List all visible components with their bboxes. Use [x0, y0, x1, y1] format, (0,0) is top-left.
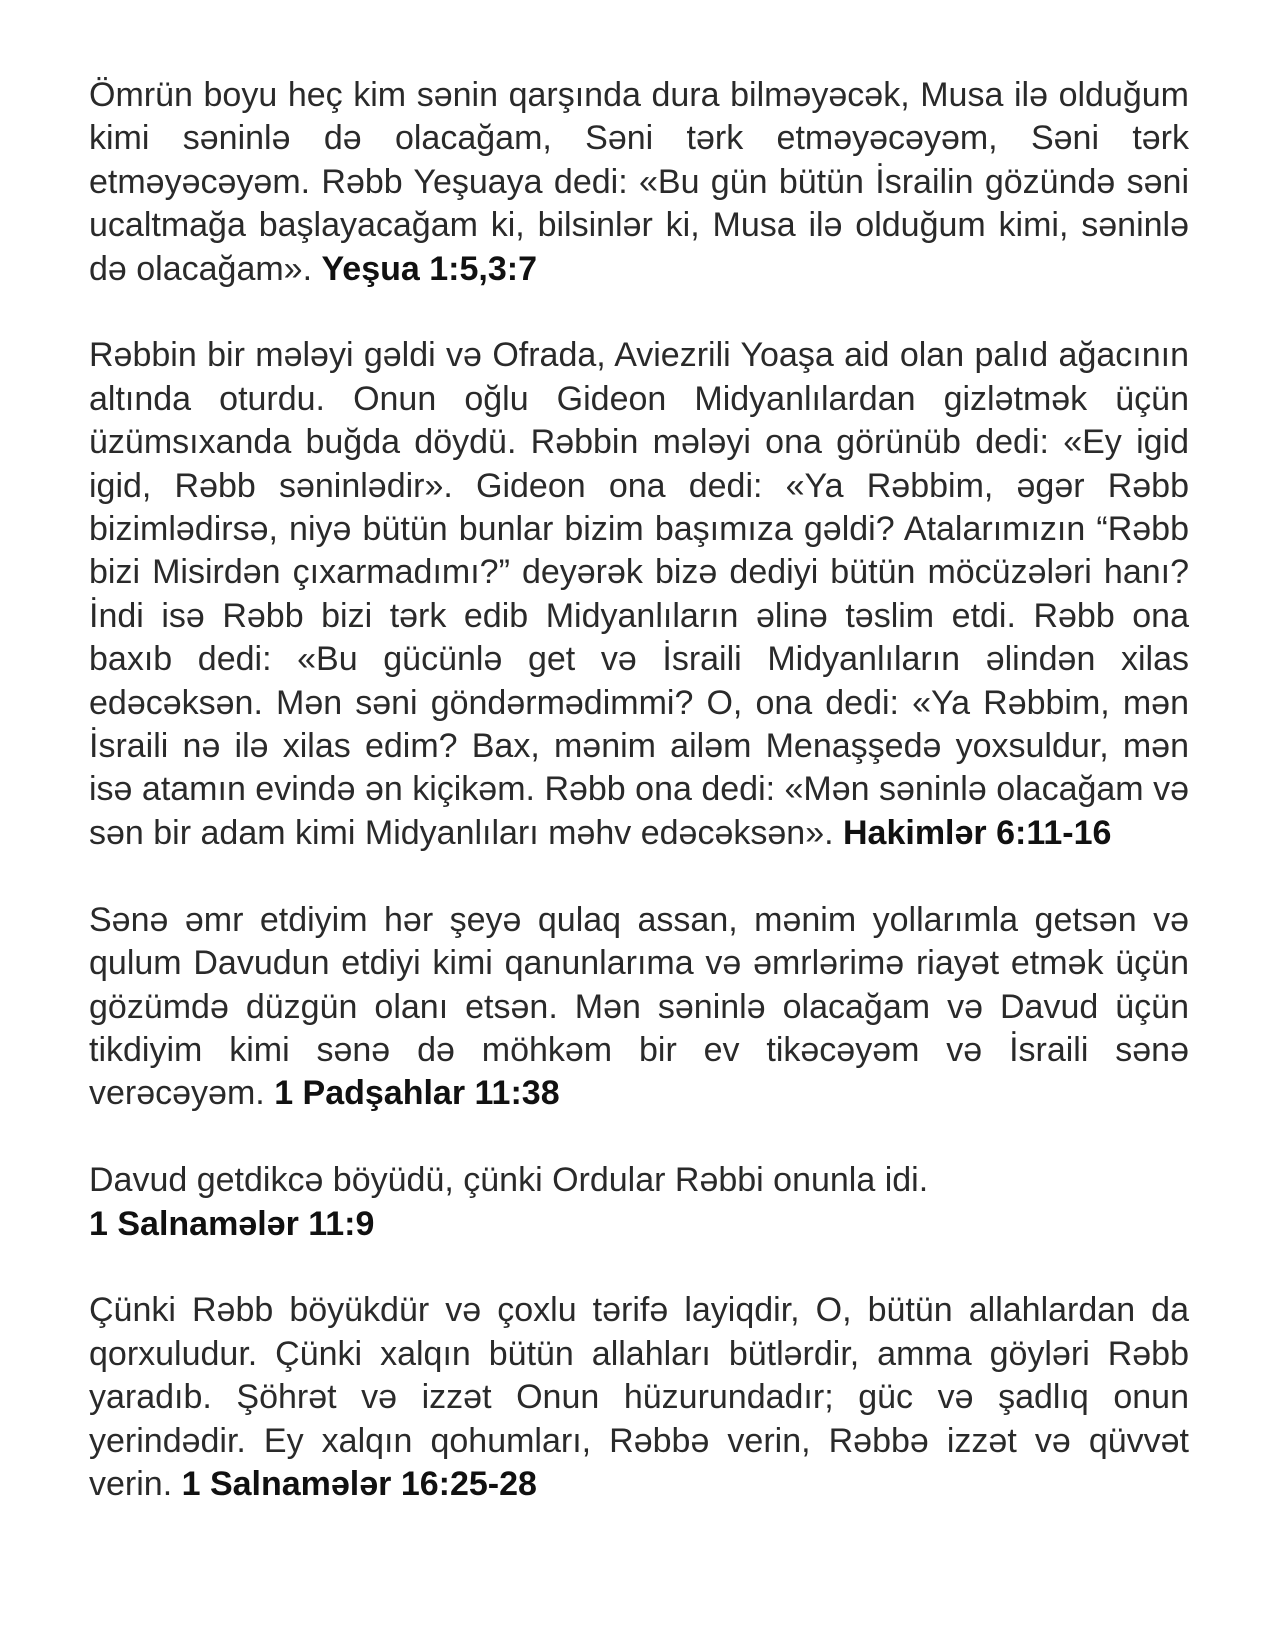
passage-4 [89, 1159, 1189, 1246]
scripture-reference: 1 Salnamələr 16:25-28 [181, 1464, 537, 1503]
passage-2 [89, 334, 1189, 855]
passage-text: Rəbbin bir mələyi gəldi və Ofrada, Aviezrili Yoaşa aid olan palıd ağacının altında oturdu. Onun oğlu Gideon Midyanlılardan gizlətmək üçün üzümsıxanda buğda döydü. Rəbbin mələyi ona görünüb dedi: «Ey igid igid, Rəbb səninlədir». Gideon ona dedi: «Ya Rəbbim, əgər Rəbb bizimlədirsə, niyə bütün bunlar bizim başımıza gəldi? Atalarımızın “Rəbb bizi Misirdən çıxarmadımı?” deyərək bizə dediyi bütün möcüzələri hanı? İndi isə Rəbb bizi tərk edib Midyanlıların əlinə təslim etdi. Rəbb ona baxıb dedi: «Bu gücünlə get və İsraili Midyanlıların əlindən xilas edəcəksən. Mən səni göndərmədimmi? O, ona dedi: «Ya Rəbbim, mən İsraili nə ilə xilas edim? Bax, mənim ailəm Menaşşedə yoxsuldur, mən isə atamın evində ən kiçikəm. Rəbb ona dedi: «Mən səninlə olacağam və sən bir adam kimi Midyanlıları məhv edəcəksən». [89, 336, 1189, 852]
document-page [89, 74, 1189, 1550]
passage-1 [89, 74, 1189, 291]
passage-5 [89, 1289, 1189, 1506]
passage-text: Ömrün boyu heç kim sənin qarşında dura bilməyəcək, Musa ilə olduğum kimi səninlə də olacağam, Səni tərk etməyəcəyəm, Səni tərk etməyəcəyəm. Rəbb Yeşuaya dedi: «Bu gün bütün İsrailin gözündə səni ucaltmağa başlayacağam ki, bilsinlər ki, Musa ilə olduğum kimi, səninlə də olacağam». [89, 76, 1189, 288]
passage-3 [89, 899, 1189, 1116]
passage-text: Çünki Rəbb böyükdür və çoxlu tərifə layiqdir, O, bütün allahlardan da qorxuludur. Çünki xalqın bütün allahları bütlərdir, amma göyləri Rəbb yaradıb. Şöhrət və izzət Onun hüzurundadır; güc və şadlıq onun yerindədir. Ey xalqın qohumları, Rəbbə verin, Rəbbə izzət və qüvvət verin. [89, 1291, 1189, 1503]
scripture-reference: Hakimlər 6:11-16 [843, 813, 1112, 852]
scripture-reference: 1 Salnamələr 11:9 [89, 1204, 375, 1243]
scripture-reference: Yeşua 1:5,3:7 [321, 249, 537, 288]
passage-text: Sənə əmr etdiyim hər şeyə qulaq assan, mənim yollarımla getsən və qulum Davudun etdiyi kimi qanunlarıma və əmrlərimə riayət etmək üçün gözümdə düzgün olanı etsən. Mən səninlə olacağam və Davud üçün tikdiyim kimi sənə də möhkəm bir ev tikəcəyəm və İsraili sənə verəcəyəm. [89, 900, 1189, 1113]
scripture-reference: 1 Padşahlar 11:38 [274, 1074, 560, 1113]
passage-text: Davud getdikcə böyüdü, çünki Ordular Rəbbi onunla idi. [89, 1161, 929, 1200]
